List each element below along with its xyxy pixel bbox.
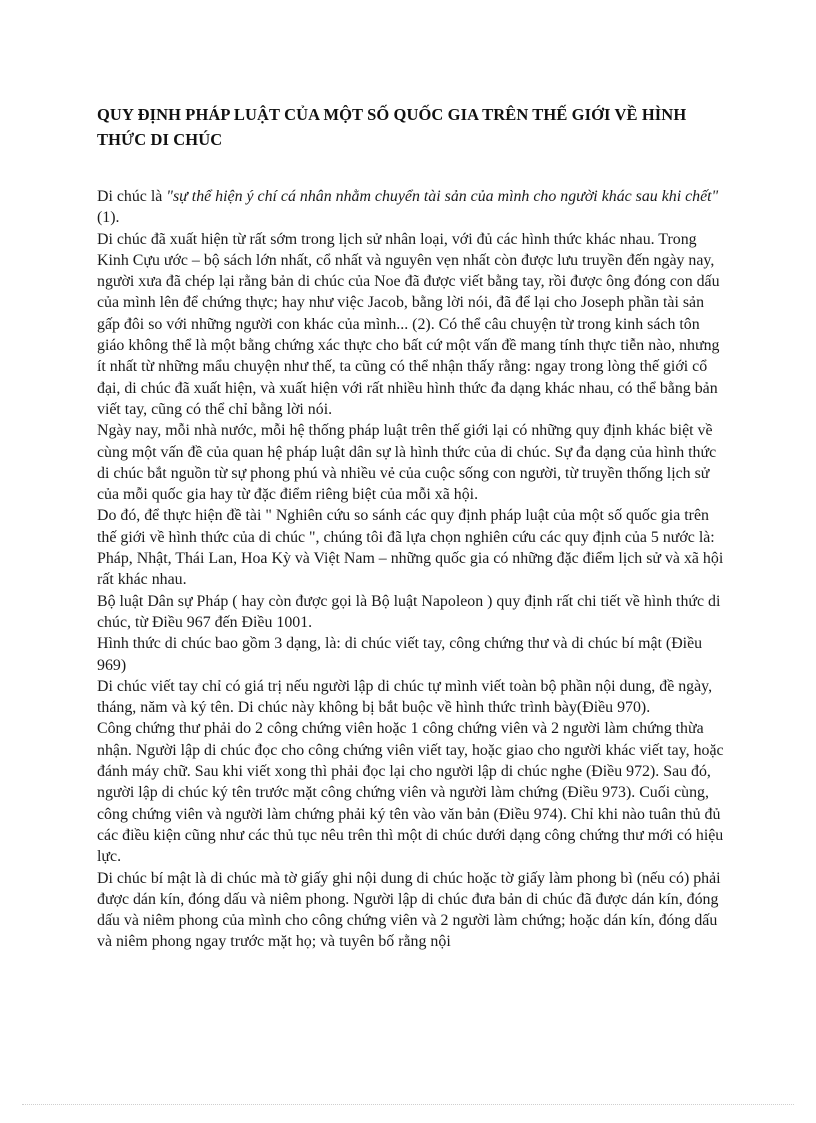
paragraph-french-code: Bộ luật Dân sự Pháp ( hay còn được gọi là Bộ luật Napoleon ) quy định rất chi tiết về hình thức di chúc, từ Điều 967 đến Điều 1001. <box>97 592 721 631</box>
intro-tail: (1). <box>97 209 120 227</box>
paragraph-will-forms: Hình thức di chúc bao gồm 3 dạng, là: di chúc viết tay, công chứng thư và di chúc bí mật (Điều 969) <box>97 635 703 674</box>
paragraph-scope: Do đó, để thực hiện đề tài " Nghiên cứu so sánh các quy định pháp luật của một số quốc gia trên thế giới về hình thức của di chúc ", chúng tôi đã lựa chọn nghiên cứu các quy định của 5 nước là: Pháp, Nhật, Thái Lan, Hoa Kỳ và Việt Nam – những quốc gia có những đặc điểm lịch sử và xã hội rất khác nhau. <box>97 507 724 589</box>
intro-paragraph <box>97 186 727 229</box>
page-bottom-divider <box>22 1104 794 1105</box>
document-title: QUY ĐỊNH PHÁP LUẬT CỦA MỘT SỐ QUỐC GIA TRÊN THẾ GIỚI VỀ HÌNH THỨC DI CHÚC <box>97 105 687 149</box>
paragraph-secret-will: Di chúc bí mật là di chúc mà tờ giấy ghi nội dung di chúc hoặc tờ giấy làm phong bì (nếu có) phải được dán kín, đóng dấu và niêm phong. Người lập di chúc đưa bản di chúc đã được dán kín, đóng dấu và niêm phong của mình cho công chứng viên và 2 người làm chứng; hoặc dán kín, đóng dấu và niêm phong ngay trước mặt họ; và tuyên bố rằng nội <box>97 869 721 951</box>
document-body <box>97 186 727 953</box>
paragraph-notarial-will: Công chứng thư phải do 2 công chứng viên hoặc 1 công chứng viên và 2 người làm chứng thừa nhận. Người lập di chúc đọc cho công chứng viên viết tay, hoặc giao cho người khác viết tay, hoặc đánh máy chữ. Sau khi viết xong thì phải đọc lại cho người lập di chúc nghe (Điều 972). Sau đó, người lập di chúc ký tên trước mặt công chứng viên và người làm chứng (Điều 973). Cuối cùng, công chứng viên và người làm chứng phải ký tên vào văn bản (Điều 974). Chỉ khi nào tuân thủ đủ các điều kiện cũng như các thủ tục nêu trên thì một di chúc dưới dạng công chứng thư mới có hiệu lực. <box>97 720 724 866</box>
paragraph-history: Di chúc đã xuất hiện từ rất sớm trong lịch sử nhân loại, với đủ các hình thức khác nhau. Trong Kinh Cựu ước – bộ sách lớn nhất, cổ nhất và nguyên vẹn nhất còn được lưu truyền đến ngày nay, người xưa đã chép lại rằng bản di chúc của Noe đã được viết bằng tay, rồi được ông đóng con dấu của mình lên để chứng thực; hay như việc Jacob, bằng lời nói, đã để lại cho Joseph phần tài sản gấp đôi so với những người con khác của mình... (2). Có thể câu chuyện từ trong kinh sách tôn giáo không thể là một bằng chứng xác thực cho bất cứ một vấn đề mang tính thực tiễn nào, nhưng ít nhất từ những mẩu chuyện như thế, ta cũng có thể nhận thấy rằng: ngay trong lòng thế giới cổ đại, di chúc đã xuất hiện, và xuất hiện với rất nhiều hình thức đa dạng khác nhau, có thể bằng bản viết tay, cũng có thể chỉ bằng lời nói. <box>97 230 720 418</box>
paragraph-diversity: Ngày nay, mỗi nhà nước, mỗi hệ thống pháp luật trên thế giới lại có những quy định khác biệt về cùng một vấn đề của quan hệ pháp luật dân sự là hình thức của di chúc. Sự đa dạng của hình thức di chúc bắt nguồn từ sự phong phú và nhiều vẻ của cuộc sống con người, từ truyền thống lịch sử của mỗi quốc gia hay từ đặc điểm riêng biệt của mỗi xã hội. <box>97 422 717 504</box>
intro-lead: Di chúc là <box>97 188 167 205</box>
paragraph-holographic-will: Di chúc viết tay chỉ có giá trị nếu người lập di chúc tự mình viết toàn bộ phần nội dung, đề ngày, tháng, năm và ký tên. Di chúc này không bị bắt buộc về hình thức trình bày(Điều 970). <box>97 677 713 717</box>
intro-quote: "sự thể hiện ý chí cá nhân nhằm chuyển tài sản của mình cho người khác sau khi chết" <box>166 188 719 205</box>
